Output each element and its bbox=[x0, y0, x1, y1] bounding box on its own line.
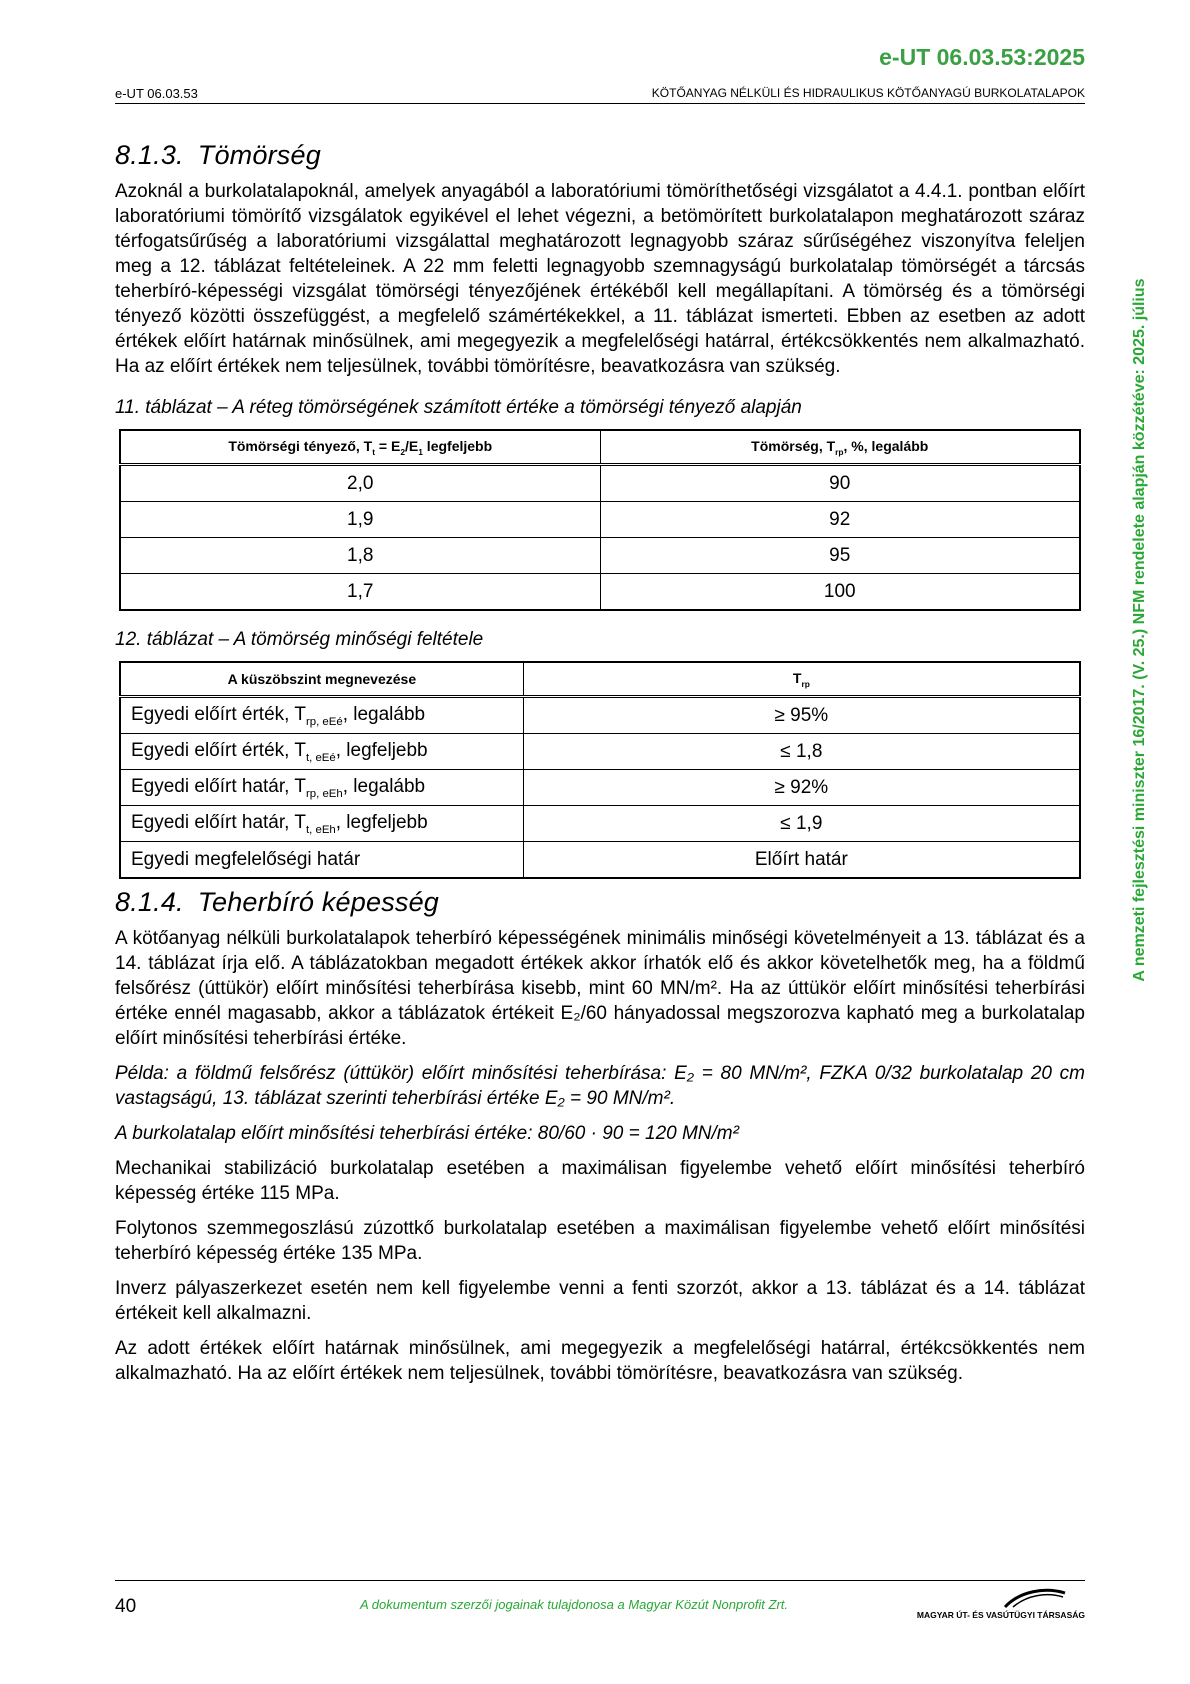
table-row bbox=[120, 574, 1080, 611]
paragraph: Az adott értékek előírt határnak minősülnek, ami megegyezik a megfelelőségi határral, értékcsökkentés nem alkalmazható. Ha az előírt értékek nem teljesülnek, további tömörítésre, beavatkozásra van szükség. bbox=[115, 1338, 1085, 1384]
table-cell: 90 bbox=[600, 465, 1080, 502]
section-number: 8.1.4. bbox=[115, 887, 184, 917]
paragraph: Mechanikai stabilizáció burkolatalap esetében a maximálisan figyelembe vehető előírt minősítési teherbíró képesség értéke 115 MPa. bbox=[115, 1158, 1085, 1204]
paragraph: Inverz pályaszerkezet esetén nem kell figyelembe venni a fenti szorzót, akkor a 13. táblázat és a 14. táblázat értékeit kell alkalmazni. bbox=[115, 1278, 1085, 1324]
table-header-cell: A küszöbszint megnevezése bbox=[120, 662, 523, 697]
table-cell: Egyedi előírt határ, $T_{t, eEh}$, legfeljebb bbox=[120, 806, 523, 842]
table-header-cell: Tömörség, $T_{rp}$, %, legalább bbox=[600, 430, 1080, 465]
table-row bbox=[120, 538, 1080, 574]
section-heading-teherbiro bbox=[115, 887, 1085, 918]
formula-paragraph: A burkolatalap előírt minősítési teherbírási értéke: 80/60 · 90 = 120 MN/m² bbox=[115, 1123, 739, 1144]
paragraph: A kötőanyag nélküli burkolatalapok teherbíró képességének minimális minőségi követelményeit a 13. táblázat és a 14. táblázat írja elő. A táblázatokban megadott értékek akkor írhatók elő és akkor követelhetők meg, ha a földmű felsőrész (úttükör) előírt minősítési teherbírása kisebb, mint 60 MN/m². Ha az úttükör előírt minősítési teherbírási értéke ennél magasabb, akkor a táblázatok értékeit E₂/60 hányadossal megszorozva kapható meg a burkolatalap előírt minősítési teherbírási értéke. bbox=[115, 928, 1085, 1049]
logo-text: MAGYAR ÚT- ÉS VASÚTÜGYI TÁRSASÁG bbox=[916, 1610, 1085, 1620]
table-cell: ≥ 95% bbox=[523, 697, 1080, 734]
table-cell: Egyedi előírt érték, $T_{rp, eEé}$, legalább bbox=[120, 697, 523, 734]
table-cell: 1,7 bbox=[120, 574, 600, 611]
document-code: e-UT 06.03.53:2025 bbox=[879, 44, 1085, 70]
society-logo bbox=[916, 1585, 1085, 1620]
header-left: e-UT 06.03.53 bbox=[115, 86, 198, 101]
table-cell: 95 bbox=[600, 538, 1080, 574]
section-number: 8.1.3. bbox=[115, 140, 184, 170]
section-title: Tömörség bbox=[197, 140, 321, 170]
table-row bbox=[120, 465, 1080, 502]
table-row bbox=[120, 770, 1080, 806]
table-cell: ≥ 92% bbox=[523, 770, 1080, 806]
page-content bbox=[115, 140, 1085, 1396]
table-cell: 100 bbox=[600, 574, 1080, 611]
road-swoosh-icon bbox=[935, 1585, 1085, 1609]
table-cell: Előírt határ bbox=[523, 842, 1080, 879]
table-cell: 1,9 bbox=[120, 502, 600, 538]
table-cell: Egyedi megfelelőségi határ bbox=[120, 842, 523, 879]
table-header-cell: $T_{rp}$ bbox=[523, 662, 1080, 697]
table-12 bbox=[119, 661, 1081, 879]
paragraph: Folytonos szemmegoszlású zúzottkő burkolatalap esetében a maximálisan figyelembe vehető előírt minősítési teherbíró képesség értéke 135 MPa. bbox=[115, 1218, 1085, 1264]
table-row bbox=[120, 734, 1080, 770]
table-cell: 92 bbox=[600, 502, 1080, 538]
copyright-note: A dokumentum szerzői jogainak tulajdonosa a Magyar Közút Nonprofit Zrt. bbox=[360, 1597, 789, 1612]
footer-divider bbox=[115, 1580, 1085, 1581]
table-row bbox=[120, 842, 1080, 879]
paragraph: Azoknál a burkolatalapoknál, amelyek anyagából a laboratóriumi tömöríthetőségi vizsgálatot a 4.4.1. pontban előírt laboratóriumi tömörítő vizsgálatok egyikével el lehet végezni, a betömörített burkolatalapon meghatározott száraz térfogatsűrűség a laboratóriumi vizsgálattal meghatározott legnagyobb száraz sűrűségéhez viszonyítva feleljen meg a 12. táblázat feltételeinek. A 22 mm feletti legnagyobb szemnagyságú burkolatalap tömörségét a tárcsás teherbíró-képességi vizsgálat tömörségi tényezőjének értékéből kell megállapítani. A tömörség és a tömörségi tényező közötti összefüggést, a megfelelő számértékekkel, a 11. táblázat ismerteti. Ebben az esetben az adott értékek előírt határnak minősülnek, ami megegyezik a megfelelőségi határral, értékcsökkentés nem alkalmazható. Ha az előírt értékek nem teljesülnek, további tömörítésre, beavatkozásra van szükség. bbox=[115, 181, 1085, 377]
section-heading-tomorseg bbox=[115, 140, 1085, 171]
example-paragraph: Példa: a földmű felsőrész (úttükör) előírt minősítési teherbírása: E₂ = 80 MN/m², FZKA 0/32 burkolatalap 20 cm vastagságú, 13. táblázat szerinti teherbírási értéke E₂ = 90 MN/m². bbox=[115, 1063, 1085, 1109]
side-publication-note: A nemzeti fejlesztési miniszter 16/2017. (V. 25.) NFM rendelete alapján közzétéve: 2025. július bbox=[1131, 278, 1148, 982]
table-11 bbox=[119, 429, 1081, 611]
table-row bbox=[120, 502, 1080, 538]
table-cell: ≤ 1,8 bbox=[523, 734, 1080, 770]
table-caption: 12. táblázat – A tömörség minőségi feltétele bbox=[115, 629, 484, 650]
header-right: KÖTŐANYAG NÉLKÜLI ÉS HIDRAULIKUS KÖTŐANYAGÚ BURKOLATALAPOK bbox=[651, 86, 1085, 100]
section-title: Teherbíró képesség bbox=[197, 887, 440, 917]
table-cell: 2,0 bbox=[120, 465, 600, 502]
table-row bbox=[120, 697, 1080, 734]
header-divider bbox=[115, 103, 1085, 104]
table-cell: Egyedi előírt érték, $T_{t, eEé}$, legfeljebb bbox=[120, 734, 523, 770]
page-number: 40 bbox=[115, 1596, 137, 1617]
table-cell: 1,8 bbox=[120, 538, 600, 574]
table-caption: 11. táblázat – A réteg tömörségének számított értéke a tömörségi tényező alapján bbox=[115, 397, 802, 418]
table-cell: Egyedi előírt határ, $T_{rp, eEh}$, legalább bbox=[120, 770, 523, 806]
table-cell: ≤ 1,9 bbox=[523, 806, 1080, 842]
table-row bbox=[120, 806, 1080, 842]
table-header-cell: Tömörségi tényező, $T_t = E_2/E_1$ legfeljebb bbox=[120, 430, 600, 465]
